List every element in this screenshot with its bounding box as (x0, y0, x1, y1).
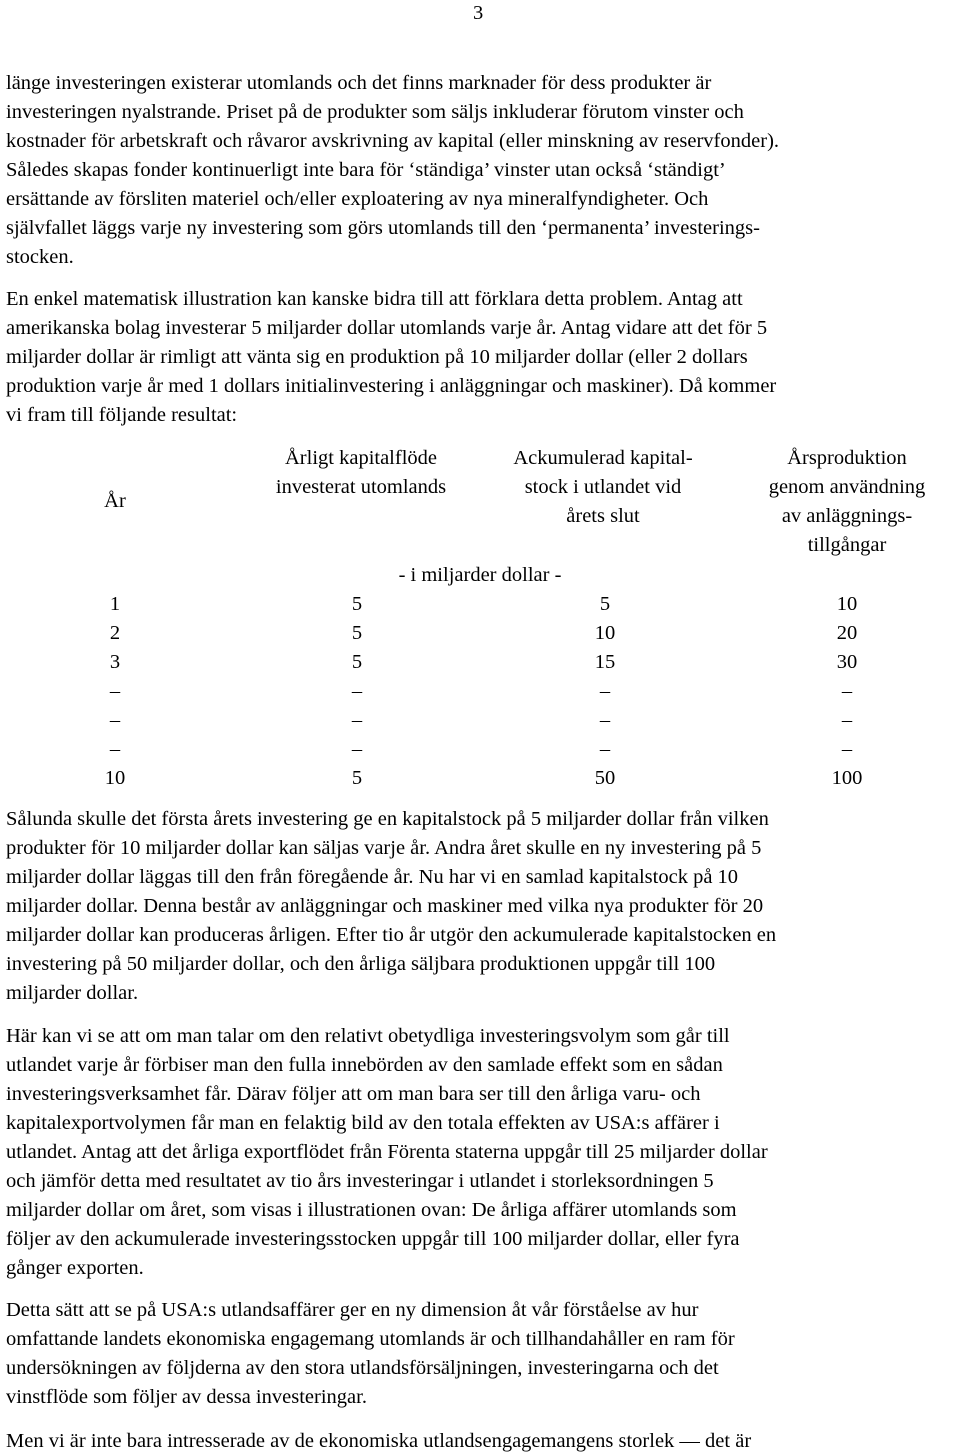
paragraph-3: Sålunda skulle det första årets investering ge en kapitalstock på 5 miljarder dollar från vilken produkter för 10 miljarder dollar kan säljas varje år. Andra året skulle en ny investering på 5 miljarder dollar läggas till den från föregående år. Nu har vi en samlad kapitalstock på 10 miljarder dollar. Denna består av anläggningar och maskiner med vilka nya produkter för 20 miljarder dollar kan produceras årligen. Efter tio år utgör den ackumulerade kapitalstocken en investering på 50 miljarder dollar, och den årliga säljbara produktionen uppgår till 100 miljarder dollar. (6, 808, 777, 1004)
table-cell: 10 (104, 767, 126, 789)
table-cell: – (109, 738, 121, 760)
table-cell: 50 (594, 767, 616, 789)
table-cell: 30 (836, 651, 858, 673)
paragraph-2: En enkel matematisk illustration kan kanske bidra till att förklara detta problem. Antag att amerikanska bolag investerar 5 miljarder dollar utomlands varje år. Antag vidare att det för 5 miljarder dollar är rimligt att vänta sig en produktion på 10 miljarder dollar (eller 2 dollars produktion varje år med 1 dollars initialinvestering i anläggningar och maskiner). Då kommer vi fram till följande resultat: (6, 288, 777, 426)
paragraph-1: länge investeringen existerar utomlands och det finns marknader för dess produkter är investeringen nyalstrande. Priset på de produkter som säljs inkluderar förutom vinster och kostnader för arbetskraft och råvaror avskrivning av kapital (eller minskning av reservfonder). Således skapas fonder kontinuerligt inte bara för ‘ständiga’ vinster utan också ‘ständigt’ ersättande av försliten materiel och/eller exploatering av nya mineralfyndigheter. Och självfallet läggs varje ny investering som görs utomlands till den ‘permanenta’ investerings- stocken. (6, 72, 780, 268)
table-cell: 20 (836, 622, 858, 644)
table-cell: – (351, 709, 363, 731)
table-cell: 5 (351, 622, 363, 644)
header-annual-flow: Årligt kapitalflöde investerat utomlands (275, 447, 447, 498)
paragraph-4: Här kan vi se att om man talar om den relativt obetydliga investeringsvolym som går till utlandet varje år förbiser man den fulla innebörden av den samlade effekt som en sådan investeringsverksamhet får. Därav följer att om man bara ser till den årliga varu- och kapitalexportvolymen får man en felaktig bild av den totala effekten av USA:s affärer i utlandet. Antag att det årliga exportflödet från Förenta staterna uppgår till 25 miljarder dollar och jämför detta med resultatet av tio års investeringar i utlandet i storleksordningen 5 miljarder dollar om året, som visas i illustrationen ovan: De årliga affärer utomlands som följer av den ackumulerade investeringsstocken uppgår till 100 miljarder dollar, eller fyra gånger exporten. (6, 1025, 768, 1279)
table-cell: 5 (351, 651, 363, 673)
table-cell: 10 (836, 593, 858, 615)
table-cell: – (841, 738, 853, 760)
table-cell: – (351, 680, 363, 702)
table-cell: 2 (109, 622, 121, 644)
table-cell: 5 (599, 593, 611, 615)
table-cell: – (351, 738, 363, 760)
table-cell: 5 (351, 593, 363, 615)
table-cell: – (599, 738, 611, 760)
header-accumulated-stock: Ackumulerad kapital- stock i utlandet vid årets slut (513, 447, 693, 527)
table-cell: – (109, 680, 121, 702)
table-cell: – (841, 709, 853, 731)
paragraph-6: Men vi är inte bara intresserade av de ekonomiska utlandsengagemangens storlek — det är (6, 1430, 752, 1452)
table-cell: 1 (109, 593, 121, 615)
table-cell: 10 (594, 622, 616, 644)
table-cell: – (599, 680, 611, 702)
table-cell: 5 (351, 767, 363, 789)
table-cell: – (841, 680, 853, 702)
table-cell: 3 (109, 651, 121, 673)
header-annual-production: Årsproduktion genom användning av anläggnings- tillgångar (768, 447, 926, 556)
table-cell: – (109, 709, 121, 731)
table-cell: – (599, 709, 611, 731)
header-year: År (104, 490, 126, 512)
paragraph-5: Detta sätt att se på USA:s utlandsaffärer ger en ny dimension åt vår förståelse av hur omfattande landets ekonomiska engagemang utomlands är och tillhandahåller en ram för undersökningen av följderna av den stora utlandsförsäljningen, investeringarna och det vinstflöde som följer av dessa investeringar. (6, 1299, 735, 1408)
unit-label: - i miljarder dollar - (398, 564, 562, 586)
table-cell: 100 (831, 767, 863, 789)
table-cell: 15 (594, 651, 616, 673)
page-number: 3 (473, 2, 484, 24)
